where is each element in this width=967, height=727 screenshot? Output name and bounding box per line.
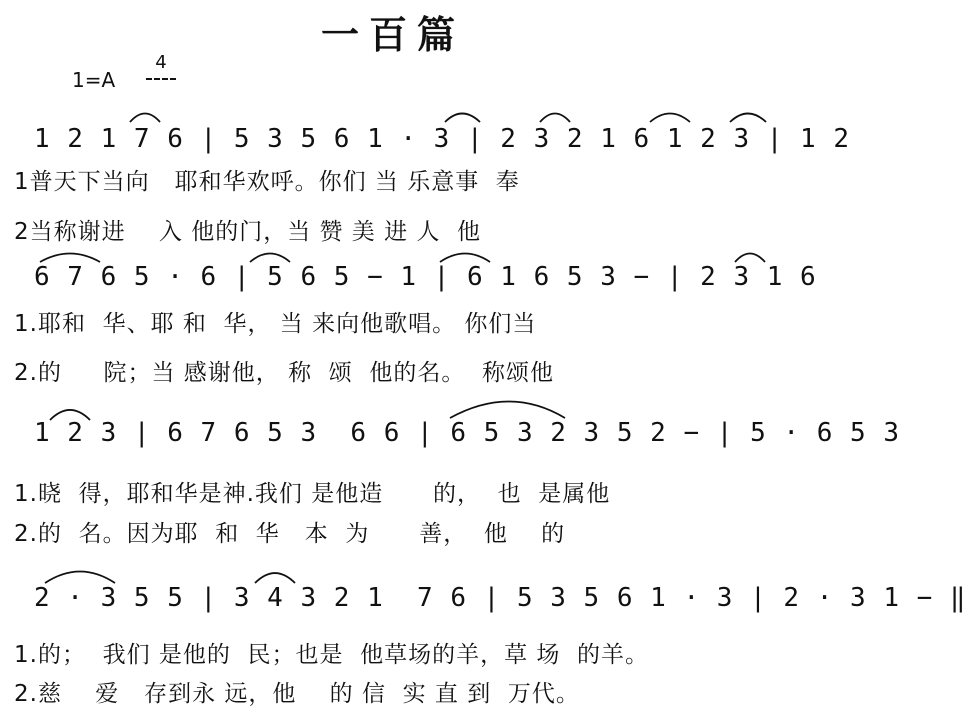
time-signature [146, 54, 176, 80]
slur [650, 114, 690, 123]
notation-line-4: 2 · 3 5 5 | 3 4 3 2 1 7 6 | 5 3 5 6 1 · 3 | 2 · 3 1 − ‖ [34, 583, 967, 613]
slur [445, 114, 480, 123]
slur [440, 254, 490, 263]
notation-line-2: 6 7 6 5 · 6 | 5 6 5 − 1 | 6 1 6 5 3 − | 2 3 1 6 [34, 262, 817, 292]
notation-line-1: 1 2 1 7 6 | 5 3 5 6 1 · 3 | 2 3 2 1 6 1 2 3 | 1 2 [34, 124, 851, 154]
slur [255, 573, 295, 583]
lyric-line-2-verse-1: 1.耶和 华、耶 和 华， 当 来向他歌唱。 你们当 [14, 311, 537, 337]
lyric-line-3-verse-2: 2.的 名。因为耶 和 华 本 为 善， 他 的 [14, 521, 566, 547]
time-signature-line [146, 78, 176, 80]
slur [40, 254, 100, 263]
lyric-line-4-verse-1: 1.的； 我们 是他的 民；也是 他草场的羊，草 场 的羊。 [14, 642, 650, 668]
slur [735, 254, 765, 263]
lyric-line-3-verse-1: 1.晓 得，耶和华是神.我们 是他造 的， 也 是属他 [14, 481, 611, 507]
lyric-line-4-verse-2: 2.慈 爱 存到永 远，他 的 信 实 直 到 万代。 [14, 681, 580, 707]
slur [45, 572, 115, 584]
notation-line-3: 1 2 3 | 6 7 6 5 3 6 6 | 6 5 3 2 3 5 2 − | 5 · 6 5 3 [34, 418, 900, 448]
slur [130, 114, 160, 123]
lyric-line-1-verse-2: 2当称谢进 入 他的门，当 赞 美 进 人 他 [14, 219, 482, 245]
lyric-line-1-verse-1: 1普天下当向 耶和华欢呼。你们 当 乐意事 奉 [14, 169, 520, 195]
key-signature: 1=A [72, 68, 116, 92]
slur [250, 254, 290, 263]
slur [730, 114, 766, 123]
time-signature-beats: 4 [155, 52, 167, 73]
slur [540, 114, 570, 123]
lyric-line-2-verse-2: 2.的 院；当 感谢他， 称 颂 他的名。 称颂他 [14, 360, 554, 386]
slur [450, 402, 565, 419]
song-title: 一百篇 [320, 13, 465, 57]
